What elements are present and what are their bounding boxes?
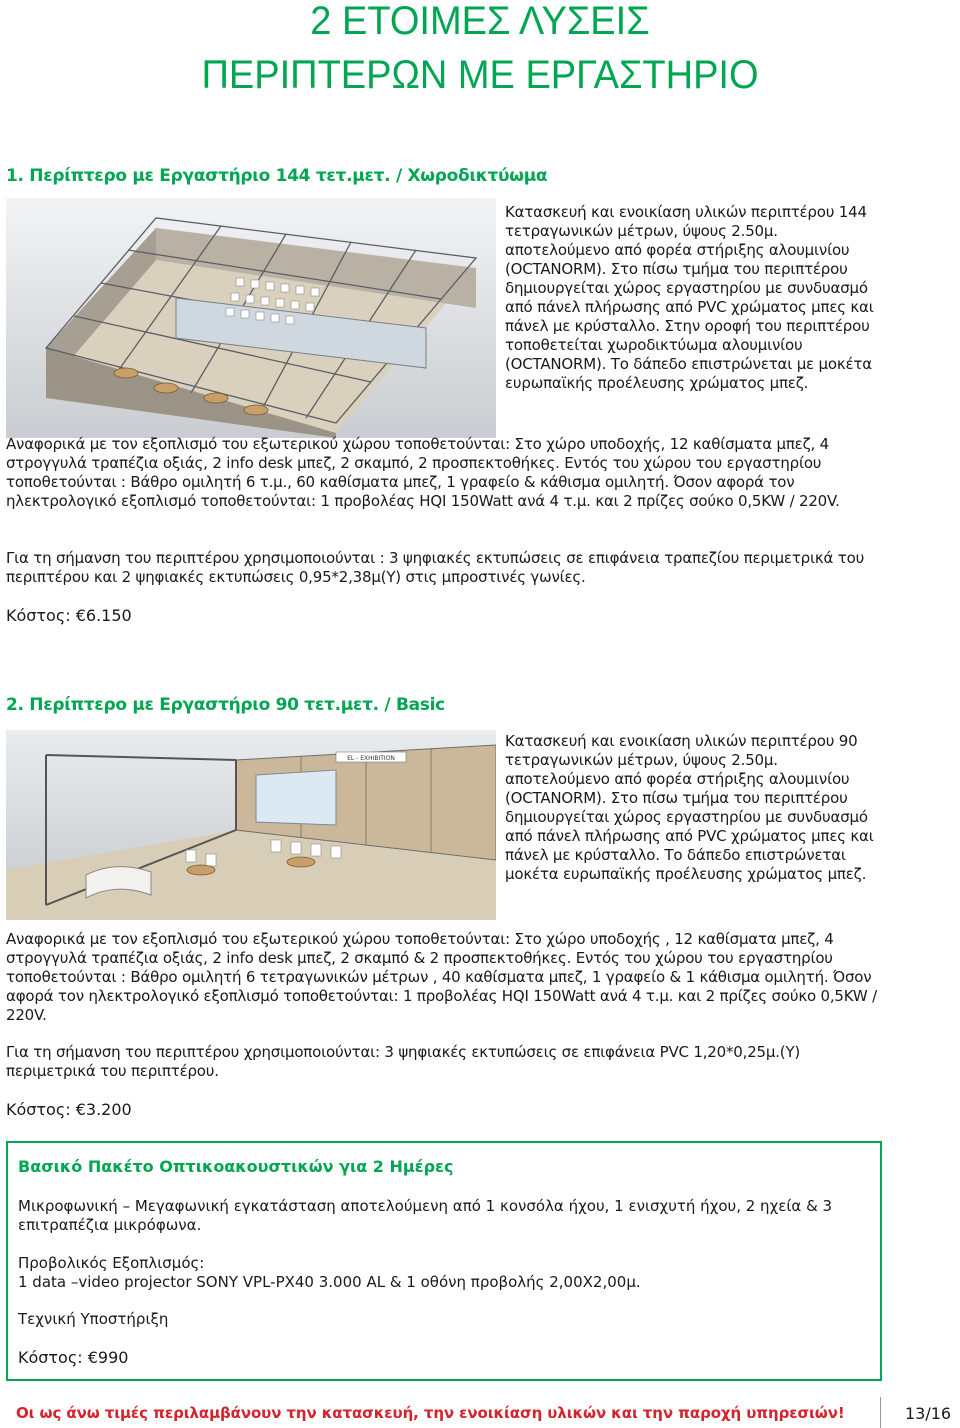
footer-note: Οι ως άνω τιμές περιλαμβάνουν την κατασκευή, την ενοικίαση υλικών και την παροχή υπηρεσιών! (16, 1404, 845, 1422)
page-number-bar (880, 1397, 960, 1428)
section1-cost: Κόστος: €6.150 (6, 606, 132, 625)
section2-signage: Για τη σήμανση του περιπτέρου χρησιμοποιούνται: 3 ψηφιακές εκτυπώσεις σε επιφάνεια PVC 1,20*0,25μ.(Υ) περιμετρικά του περιπτέρου. (6, 1043, 801, 1080)
section2-cost: Κόστος: €3.200 (6, 1100, 132, 1119)
section2-sign-text: EL - EXHIBITION (347, 755, 395, 762)
av-cost: Κόστος: €990 (18, 1348, 129, 1367)
section2-description: Κατασκευή και ενοικίαση υλικών περιπτέρου 90 τετραγωνικών μέτρων, ύψους 2.50μ. αποτελούμενο από φορέα στήριξης αλουμινίου (OCTANORM). Στο πίσω τμήμα του περιπτέρου δημιουργείται χώρος εργαστηρίου με συνδυασμό από πάνελ πλήρωσης από PVC χρώματος μπες και πάνελ με κρύσταλλο. Το δάπεδο επιστρώνεται μοκέτα ευρωπαϊκής προέλευσης χρώματος μπεζ. (505, 732, 874, 883)
section1-booth-image (6, 198, 496, 438)
section1-equipment: Αναφορικά με τον εξοπλισμό του εξωτερικού χώρου τοποθετούνται: Στο χώρο υποδοχής, 12 καθίσματα μπεζ, 4 στρογγυλά τραπέζια οξιάς, 2 info desk μπεζ, 2 σκαμπό, 2 προσπεκτοθήκες. Εντός του χώρου του εργαστηρίου τοποθετούνται : Βάθρο ομιλητή 6 τ.μ., 60 καθίσματα μπεζ, 1 γραφείο & κάθισμα ομιλητή. Όσον αφορά τον ηλεκτρολογικό εξοπλισμό τοποθετούνται: 1 προβολέας HQI 150Watt ανά 4 τ.μ. και 2 πρίζες σούκο 0,5KW / 220V. (6, 435, 840, 510)
section1-heading: 1. Περίπτερο με Εργαστήριο 144 τετ.μετ. / Χωροδικτύωμα (6, 166, 548, 186)
page-title-line1: 2 ΕΤΟΙΜΕΣ ΛΥΣΕΙΣ (310, 0, 650, 43)
section2-booth-image (6, 730, 496, 920)
av-package-box (6, 1141, 882, 1381)
section2-equipment: Αναφορικά με τον εξοπλισμό του εξωτερικού χώρου τοποθετούνται: Στο χώρο υποδοχής , 12 καθίσματα μπεζ, 4 στρογγυλά τραπέζια οξιάς, 2 info desk μπεζ, 2 σκαμπό & 2 προσπεκτοθήκες. Εντός του χώρου του εργαστηρίου τοποθετούνται : Βάθρο ομιλητή 6 τετραγωνικών μέτρων , 40 καθίσματα μπεζ, 1 γραφείο & 1 κάθισμα ομιλητή. Όσον αφορά τον ηλεκτρολογικό εξοπλισμό τοποθετούνται: 1 προβολέας HQI 150Watt ανά 4 τ.μ. και 2 πρίζες σούκο 0,5KW / 220V. (6, 930, 877, 1024)
page-number: 13/16 (905, 1404, 952, 1423)
av-package-heading: Βασικό Πακέτο Οπτικοακουστικών για 2 Ημέρες (18, 1157, 454, 1176)
section1-signage: Για τη σήμανση του περιπτέρου χρησιμοποιούνται : 3 ψηφιακές εκτυπώσεις σε επιφάνεια τραπεζίου περιμετρικά του περιπτέρου και 2 ψηφιακές εκτυπώσεις 0,95*2,38μ(Υ) στις μπροστινές γωνίες. (6, 549, 865, 586)
av-projection-description: 1 data –video projector SONY VPL-PX40 3.000 AL & 1 οθόνη προβολής 2,00X2,00μ. (18, 1273, 641, 1291)
av-sound-description: Μικροφωνική – Μεγαφωνική εγκατάσταση αποτελούμενη από 1 κονσόλα ήχου, 1 ενισχυτή ήχου, 2 ηχεία & 3 επιτραπέζια μικρόφωνα. (18, 1197, 833, 1234)
section1-description: Κατασκευή και ενοικίαση υλικών περιπτέρου 144 τετραγωνικών μέτρων, ύψους 2.50μ. αποτελούμενο από φορέα στήριξης αλουμινίου (OCTANORM). Στο πίσω τμήμα του περιπτέρου δημιουργείται χώρος εργαστηρίου με συνδυασμό από πάνελ πλήρωσης από PVC χρώματος μπες και πάνελ με κρύσταλλο. Στην οροφή του περιπτέρου τοποθετείται χωροδικτύωμα αλουμινίου (OCTANORM). Το δάπεδο επιστρώνεται με μοκέτα ευρωπαϊκής προέλευσης χρώματος μπεζ. (505, 203, 874, 392)
section2-heading: 2. Περίπτερο με Εργαστήριο 90 τετ.μετ. / Basic (6, 695, 445, 715)
av-projection-label: Προβολικός Εξοπλισμός: (18, 1254, 205, 1272)
page-title-line2: ΠΕΡΙΠΤΕΡΩΝ ΜΕ ΕΡΓΑΣΤΗΡΙΟ (201, 53, 759, 97)
av-support: Τεχνική Υποστήριξη (18, 1310, 169, 1328)
page-title (24, 0, 936, 102)
